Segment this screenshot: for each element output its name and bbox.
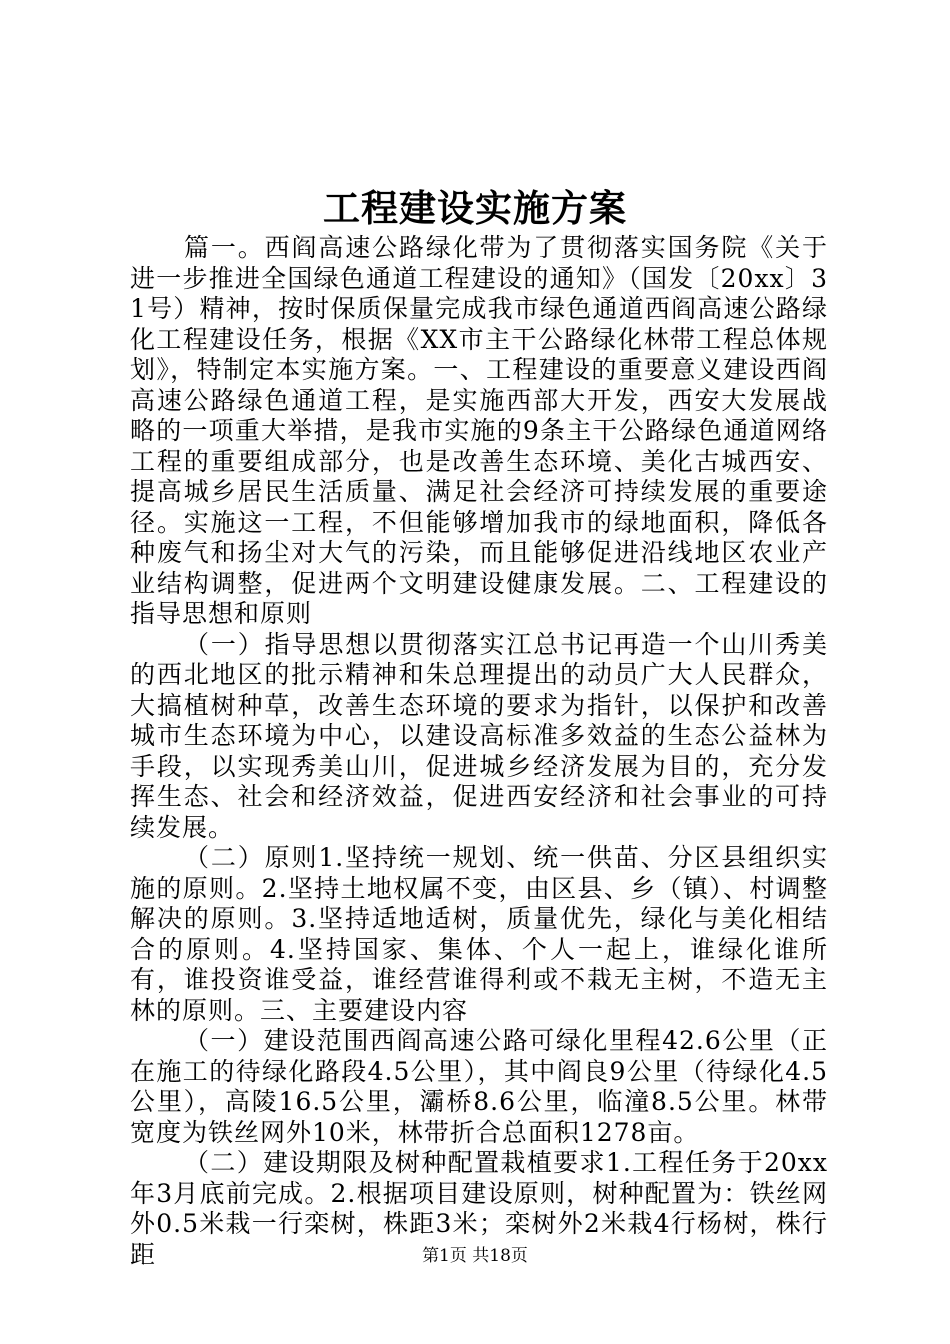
paragraph-4: （一）建设范围西阎高速公路可绿化里程42.6公里（正在施工的待绿化路段4.5公里），其中阎良9公里（待绿化4.5公里），高陵16.5公里，灞桥8.6公里，临潼8.5公里。林带宽度为铁丝网外10米，林带折合总面积1278亩。 [130,1026,828,1147]
paragraph-3: （二）原则1.坚持统一规划、统一供苗、分区县组织实施的原则。2.坚持土地权属不变，由区县、乡（镇）、村调整解决的原则。3.坚持适地适树，质量优先，绿化与美化相结合的原则。4.坚持国家、集体、个人一起上，谁绿化谁所有，谁投资谁受益，谁经营谁得利或不栽无主树，不造无主林的原则。三、主要建设内容 [130,843,828,1025]
page-footer: 第1页 共18页 [422,1246,528,1266]
paragraph-1: 篇一。西阎高速公路绿化带为了贯彻落实国务院《关于进一步推进全国绿色通道工程建设的通知》（国发〔20xx〕31号）精神，按时保质保量完成我市绿色通道西阎高速公路绿化工程建设任务，根据《XX市主干公路绿化林带工程总体规划》，特制定本实施方案。一、工程建设的重要意义建设西阎高速公路绿色通道工程，是实施西部大开发，西安大发展战略的一项重大举措，是我市实施的9条主干公路绿色通道网络工程的重要组成部分，也是改善生态环境、美化古城西安、提高城乡居民生活质量、满足社会经济可持续发展的重要途径。实施这一工程，不但能够增加我市的绿地面积，降低各种废气和扬尘对大气的污染，而且能够促进沿线地区农业产业结构调整，促进两个文明建设健康发展。二、工程建设的指导思想和原则 [130,233,828,628]
document-title: 工程建设实施方案 [323,186,627,230]
paragraph-5: （二）建设期限及树种配置栽植要求1.工程任务于20xx年3月底前完成。2.根据项目建设原则，树种配置为：铁丝网外0.5米栽一行栾树，株距3米；栾树外2米栽4行杨树，株行距 [130,1148,828,1269]
paragraph-2: （一）指导思想以贯彻落实江总书记再造一个山川秀美的西北地区的批示精神和朱总理提出的动员广大人民群众，大搞植树种草，改善生态环境的要求为指针，以保护和改善城市生态环境为中心，以建设高标准多效益的生态公益林为手段，以实现秀美山川，促进城乡经济发展为目的，充分发挥生态、社会和经济效益，促进西安经济和社会事业的可持续发展。 [130,629,828,842]
document-body [130,233,828,1270]
